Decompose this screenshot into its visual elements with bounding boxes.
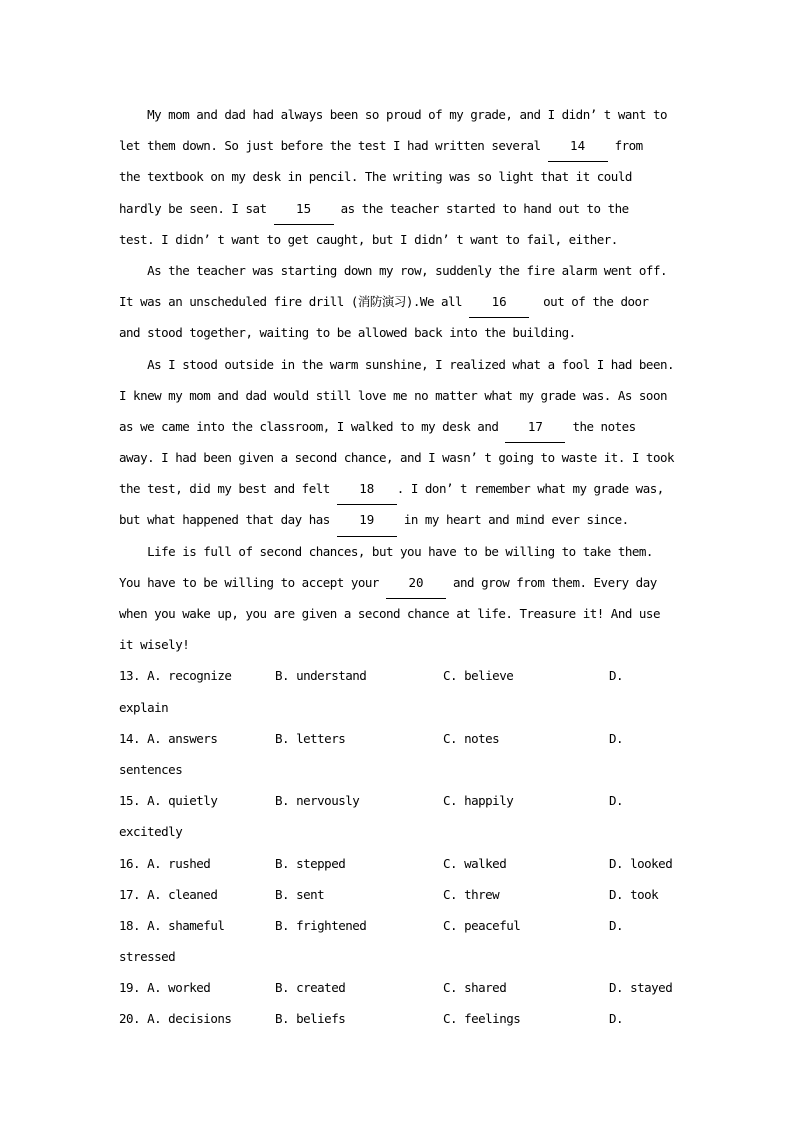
text-line: [119, 193, 685, 224]
option-cell: 16. A. rushed: [119, 855, 211, 871]
option-cell: D. stayed: [609, 980, 673, 996]
option-row: [119, 660, 685, 691]
text-line: [119, 504, 685, 535]
text-line: My mom and dad had always been so proud of my grade, and I didn’ t want to: [119, 107, 667, 122]
option-cell: D.: [609, 793, 624, 809]
text-segment: It was an unscheduled fire drill (消防演习).We all: [119, 294, 470, 310]
option-cell: C. feelings: [443, 1011, 521, 1027]
cloze-blank: 18: [337, 473, 397, 505]
option-cell: B. created: [275, 980, 346, 996]
option-row: [119, 723, 685, 754]
option-cell: C. happily: [443, 793, 514, 809]
cloze-blank: 16: [469, 286, 529, 318]
option-cell: 19. A. worked: [119, 980, 211, 996]
text-segment: in my heart and mind ever since.: [396, 512, 629, 528]
option-cell: C. shared: [443, 980, 507, 996]
option-row: [119, 879, 685, 910]
text-segment: . I don’ t remember what my grade was,: [396, 481, 664, 497]
text-segment: as we came into the classroom, I walked to my desk and: [119, 418, 506, 434]
text-segment: out of the door: [529, 294, 649, 310]
text-segment: from: [607, 138, 643, 154]
option-cell: C. walked: [443, 855, 507, 871]
text-line: sentences: [119, 761, 183, 777]
text-segment: as the teacher started to hand out to the: [333, 200, 629, 216]
option-cell: D.: [609, 730, 624, 746]
text-segment: the test, did my best and felt: [119, 481, 337, 497]
option-row: [119, 785, 685, 816]
text-line: [119, 130, 685, 161]
option-cell: B. nervously: [275, 793, 360, 809]
text-line: test. I didn’ t want to get caught, but I didn’ t want to fail, either.: [119, 231, 618, 247]
option-cell: 14. A. answers: [119, 730, 218, 746]
cloze-blank: 17: [505, 411, 565, 443]
text-line: As the teacher was starting down my row, suddenly the fire alarm went off.: [119, 262, 667, 278]
text-line: [119, 286, 685, 317]
text-line: and stood together, waiting to be allowed back into the building.: [119, 325, 576, 341]
option-cell: D.: [609, 917, 624, 933]
text-line: stressed: [119, 949, 176, 965]
option-cell: B. sent: [275, 886, 325, 902]
option-cell: B. understand: [275, 668, 367, 684]
text-line: I knew my mom and dad would still love me no matter what my grade was. As soon: [119, 387, 667, 403]
text-line: excitedly: [119, 824, 183, 840]
option-cell: D. looked: [609, 855, 673, 871]
cloze-blank: 15: [274, 193, 334, 225]
option-cell: C. threw: [443, 886, 500, 902]
text-segment: the notes: [565, 418, 636, 434]
document-body: [119, 99, 685, 1035]
option-cell: D.: [609, 1011, 624, 1027]
option-cell: D. took: [609, 886, 659, 902]
text-line: explain: [119, 699, 169, 715]
option-cell: D.: [609, 668, 624, 684]
option-row: [119, 848, 685, 879]
text-segment: let them down. So just before the test I had written several: [119, 138, 548, 154]
text-line: away. I had been given a second chance, and I wasn’ t going to waste it. I took: [119, 450, 675, 466]
option-row: [119, 972, 685, 1003]
option-cell: C. believe: [443, 668, 514, 684]
text-segment: You have to be willing to accept your: [119, 574, 386, 590]
text-segment: but what happened that day has: [119, 512, 337, 528]
option-cell: B. stepped: [275, 855, 346, 871]
text-line: Life is full of second chances, but you have to be willing to take them.: [119, 543, 653, 559]
option-cell: B. beliefs: [275, 1011, 346, 1027]
text-segment: hardly be seen. I sat: [119, 200, 274, 216]
text-segment: and grow from them. Every day: [445, 574, 657, 590]
text-line: the textbook on my desk in pencil. The writing was so light that it could: [119, 169, 632, 185]
option-cell: C. peaceful: [443, 917, 521, 933]
option-cell: C. notes: [443, 730, 500, 746]
option-cell: B. letters: [275, 730, 346, 746]
option-cell: 17. A. cleaned: [119, 886, 218, 902]
text-line: [119, 473, 685, 504]
option-cell: 18. A. shameful: [119, 917, 225, 933]
option-cell: B. frightened: [275, 917, 367, 933]
cloze-blank: 20: [386, 567, 446, 599]
text-line: it wisely!: [119, 637, 190, 653]
text-line: [119, 411, 685, 442]
text-line: [119, 567, 685, 598]
cloze-blank: 19: [337, 504, 397, 536]
option-row: [119, 910, 685, 941]
cloze-blank: 14: [548, 130, 608, 162]
option-cell: 13. A. recognize: [119, 668, 232, 684]
text-line: As I stood outside in the warm sunshine, I realized what a fool I had been.: [119, 356, 675, 372]
option-cell: 15. A. quietly: [119, 793, 218, 809]
option-row: [119, 1003, 685, 1034]
option-cell: 20. A. decisions: [119, 1011, 232, 1027]
text-line: when you wake up, you are given a second chance at life. Treasure it! And use: [119, 606, 660, 621]
